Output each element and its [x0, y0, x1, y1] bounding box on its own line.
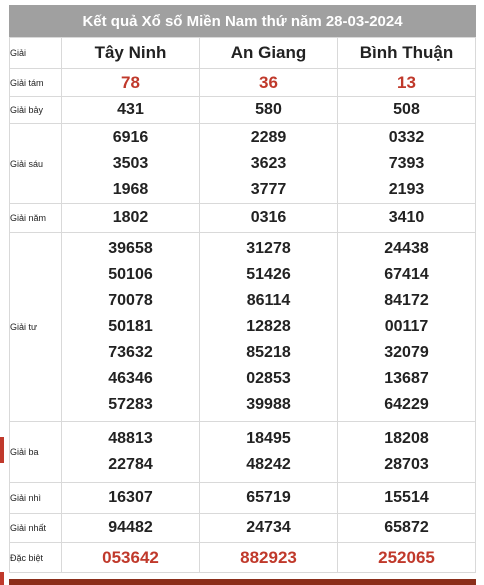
prize-number: 15514: [384, 489, 429, 506]
prize-label: Giải năm: [10, 204, 62, 233]
prize-number: 39658: [108, 240, 153, 257]
prize-label: Giải nhất: [10, 514, 62, 543]
prize-number: 36: [259, 72, 278, 92]
jackpot-number: 252065: [378, 547, 435, 567]
prize-number: 1968: [112, 180, 149, 198]
prize-number: 3410: [388, 209, 425, 226]
prize-number: 508: [393, 101, 420, 118]
prize-label: Đặc biệt: [10, 543, 62, 573]
prize-number: 7393: [388, 154, 425, 172]
prize-row-dac-biet: [10, 543, 476, 573]
prize-number: 3623: [250, 154, 287, 172]
prize-column-header: Giải: [10, 38, 62, 69]
prize-number: 64229: [384, 396, 429, 413]
prize-number: 13687: [384, 370, 429, 387]
prize-number: 67414: [384, 266, 429, 283]
prize-number: 00117: [384, 318, 429, 335]
prize-number: 50106: [108, 266, 153, 283]
prize-number: 65719: [246, 489, 291, 506]
left-edge-accent-bottom: [0, 572, 4, 585]
province-header-row: [10, 38, 476, 69]
prize-number: 51426: [246, 266, 291, 283]
jackpot-number: 053642: [102, 547, 159, 567]
prize-number: 18495: [246, 430, 291, 447]
prize-number: 16307: [108, 489, 153, 506]
prize-number: 39988: [246, 396, 291, 413]
prize-label: Giải nhì: [10, 483, 62, 514]
prize-label: Giải sáu: [10, 124, 62, 204]
prize-number: 46346: [108, 370, 153, 387]
prize-number: 0332: [388, 128, 425, 146]
prize-row-giai-tam: [10, 69, 476, 97]
prize-number: 1802: [112, 209, 149, 226]
prize-number: 24438: [384, 240, 429, 257]
prize-label: Giải ba: [10, 422, 62, 483]
prize-number: 31278: [246, 240, 291, 257]
results-title: Kết quả Xổ số Miền Nam thứ năm 28-03-2024: [82, 12, 403, 30]
lottery-results-table: [9, 37, 476, 573]
prize-number: 32079: [384, 344, 429, 361]
prize-number: 6916: [112, 128, 149, 146]
prize-number: 28703: [384, 456, 429, 473]
prize-number: 13: [397, 72, 416, 92]
prize-number: 24734: [246, 519, 291, 536]
prize-number: 48242: [246, 456, 291, 473]
prize-number: 73632: [108, 344, 153, 361]
prize-number: 12828: [246, 318, 291, 335]
prize-number: 431: [117, 101, 144, 118]
prize-number: 94482: [108, 519, 153, 536]
prize-number: 22784: [108, 456, 153, 473]
prize-row-giai-tu: [10, 233, 476, 422]
prize-number: 70078: [108, 292, 153, 309]
prize-number: 2289: [250, 128, 287, 146]
prize-number: 65872: [384, 519, 429, 536]
prize-row-giai-ba: [10, 422, 476, 483]
prize-label: Giải tám: [10, 69, 62, 97]
prize-number: 78: [121, 72, 140, 92]
prize-row-giai-nam: [10, 204, 476, 233]
province-an-giang[interactable]: An Giang: [200, 38, 338, 69]
prize-number: 48813: [108, 430, 153, 447]
results-title-bar: [9, 5, 476, 37]
left-edge-accent: [0, 437, 4, 463]
prize-label: Giải tư: [10, 233, 62, 422]
prize-row-giai-nhi: [10, 483, 476, 514]
prize-number: 86114: [246, 292, 291, 309]
prize-number: 18208: [384, 430, 429, 447]
prize-row-giai-sau: [10, 124, 476, 204]
prize-number: 0316: [250, 209, 287, 226]
province-tay-ninh[interactable]: Tây Ninh: [62, 38, 200, 69]
footer-bar: [9, 579, 476, 585]
prize-number: 57283: [108, 396, 153, 413]
prize-label: Giải bảy: [10, 97, 62, 124]
prize-row-giai-bay: [10, 97, 476, 124]
prize-number: 3503: [112, 154, 149, 172]
prize-number: 50181: [108, 318, 153, 335]
prize-number: 3777: [250, 180, 287, 198]
jackpot-number: 882923: [240, 547, 297, 567]
prize-row-giai-nhat: [10, 514, 476, 543]
prize-number: 580: [255, 101, 282, 118]
province-binh-thuan[interactable]: Bình Thuận: [338, 38, 476, 69]
prize-number: 84172: [384, 292, 429, 309]
prize-number: 02853: [246, 370, 291, 387]
prize-number: 85218: [246, 344, 291, 361]
prize-number: 2193: [388, 180, 425, 198]
